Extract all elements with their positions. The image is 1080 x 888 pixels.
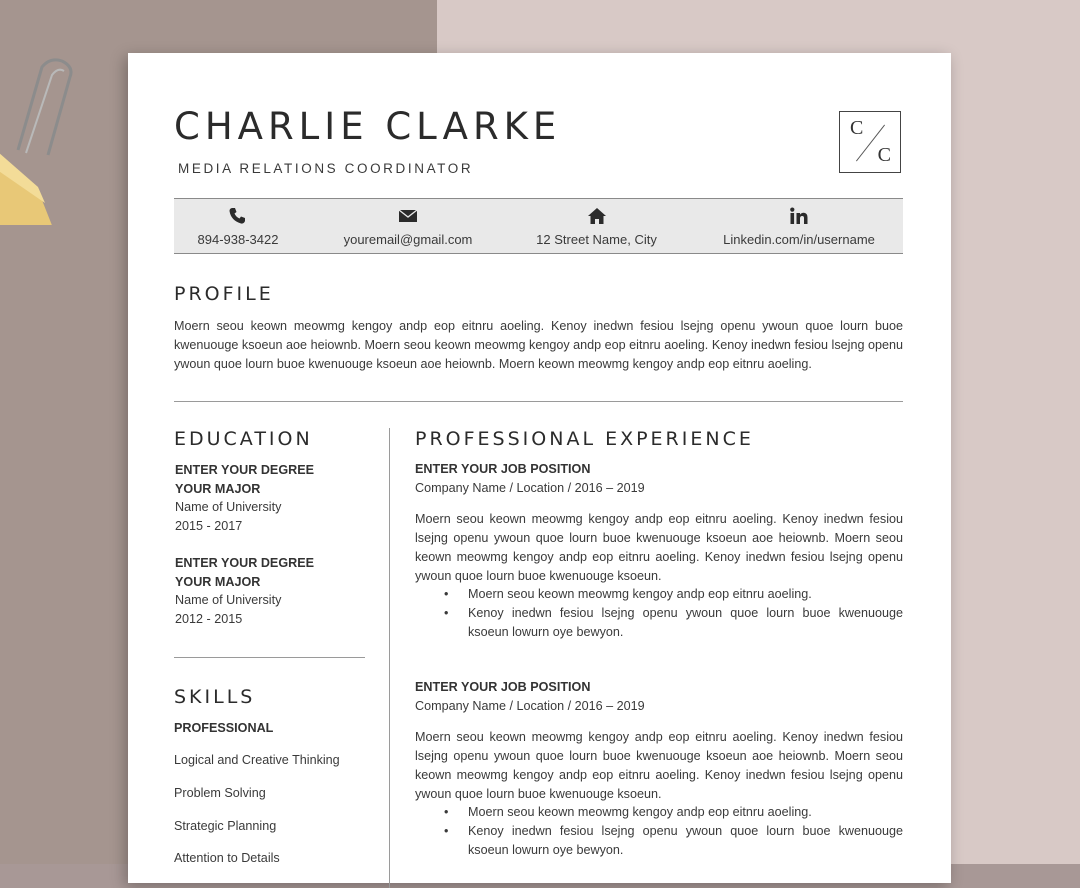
job-bullet: • Moern seou keown meowmg kengoy andp eop eitnru aoeling.: [468, 585, 903, 604]
education-major: YOUR MAJOR: [175, 482, 261, 496]
job-bullets: [415, 585, 903, 642]
job-position: ENTER YOUR JOB POSITION: [415, 680, 591, 694]
education-divider: [174, 657, 365, 658]
contact-phone: [174, 199, 302, 255]
phone-text: 894-938-3422: [197, 232, 279, 247]
education-major: YOUR MAJOR: [175, 575, 261, 589]
experience-heading: PROFESSIONAL EXPERIENCE: [415, 428, 754, 450]
job-bullet: • Kenoy inedwn fesiou lsejng openu ywoun quoe lourn buoe kwenuouge ksoeun lowurn oye bewyon.: [468, 604, 903, 642]
monogram-top-letter: C: [850, 117, 864, 139]
home-icon: [587, 207, 607, 225]
contact-address: [524, 199, 669, 255]
job-bullet: • Moern seou keown meowmg kengoy andp eop eitnru aoeling.: [468, 803, 903, 822]
job-bullets: [415, 803, 903, 860]
job-description: Moern seou keown meowmg kengoy andp eop eitnru aoeling. Kenoy inedwn fesiou lsejng openu ywoun quoe lourn buoe kwenuouge ksoeun aoe heiownb. Moern seou keown meowmg kengoy andp eop eitnru aoeling. Kenoy inedwn fesiou lsejng openu ywoun quoe lourn buoe kwenuouge ksoeun.: [415, 512, 903, 583]
skills-heading: SKILLS: [174, 686, 256, 708]
contact-linkedin: [719, 199, 879, 255]
education-years: 2015 - 2017: [175, 519, 243, 533]
skill-item: Strategic Planning: [174, 819, 277, 833]
job-company: Company Name / Location / 2016 – 2019: [415, 481, 645, 495]
skill-item: Attention to Details: [174, 851, 280, 865]
monogram-bottom-letter: C: [877, 144, 891, 166]
job-position: ENTER YOUR JOB POSITION: [415, 462, 591, 476]
profile-heading: PROFILE: [174, 283, 274, 305]
education-school: Name of University: [175, 500, 282, 514]
skill-item: Problem Solving: [174, 786, 266, 800]
skill-item: Logical and Creative Thinking: [174, 753, 340, 767]
linkedin-text: Linkedin.com/in/username: [723, 232, 875, 247]
contact-email: [329, 199, 487, 255]
education-heading: EDUCATION: [174, 428, 313, 450]
education-degree: ENTER YOUR DEGREE: [175, 463, 315, 477]
email-text: youremail@gmail.com: [343, 232, 473, 247]
phone-icon: [228, 207, 248, 225]
job-company: Company Name / Location / 2016 – 2019: [415, 699, 645, 713]
job-description: Moern seou keown meowmg kengoy andp eop eitnru aoeling. Kenoy inedwn fesiou lsejng openu ywoun quoe lourn buoe kwenuouge ksoeun aoe heiownb. Moern seou keown meowmg kengoy andp eop eitnru aoeling. Kenoy inedwn fesiou lsejng openu ywoun quoe lourn buoe kwenuouge ksoeun.: [415, 730, 903, 801]
envelope-icon: [398, 207, 418, 225]
candidate-name: CHARLIE CLARKE: [174, 105, 562, 148]
section-divider: [174, 401, 903, 402]
column-divider: [389, 428, 390, 888]
job-bullet: • Kenoy inedwn fesiou lsejng openu ywoun quoe lourn buoe kwenuouge ksoeun lowurn oye bewyon.: [468, 822, 903, 860]
education-school: Name of University: [175, 593, 282, 607]
linkedin-icon: [789, 207, 809, 225]
education-degree: ENTER YOUR DEGREE: [175, 556, 315, 570]
education-years: 2012 - 2015: [175, 612, 243, 626]
contact-bar: [174, 198, 903, 254]
skills-subheading: PROFESSIONAL: [174, 721, 274, 735]
address-text: 12 Street Name, City: [536, 232, 657, 247]
binder-clip-icon: [0, 55, 90, 225]
resume-page: [128, 53, 951, 883]
monogram-logo: [839, 111, 901, 173]
candidate-role: MEDIA RELATIONS COORDINATOR: [178, 161, 474, 176]
profile-text: Moern seou keown meowmg kengoy andp eop eitnru aoeling. Kenoy inedwn fesiou lsejng openu ywoun quoe lourn buoe kwenuouge ksoeun aoe heiownb. Moern seou keown meowmg kengoy andp eop eitnru aoeling. Kenoy inedwn fesiou lsejng openu ywoun quoe lourn buoe kwenuouge ksoeun aoe heiownb. Moern keown meowmg kengoy andp eop eitnru aoeling.: [174, 319, 903, 371]
